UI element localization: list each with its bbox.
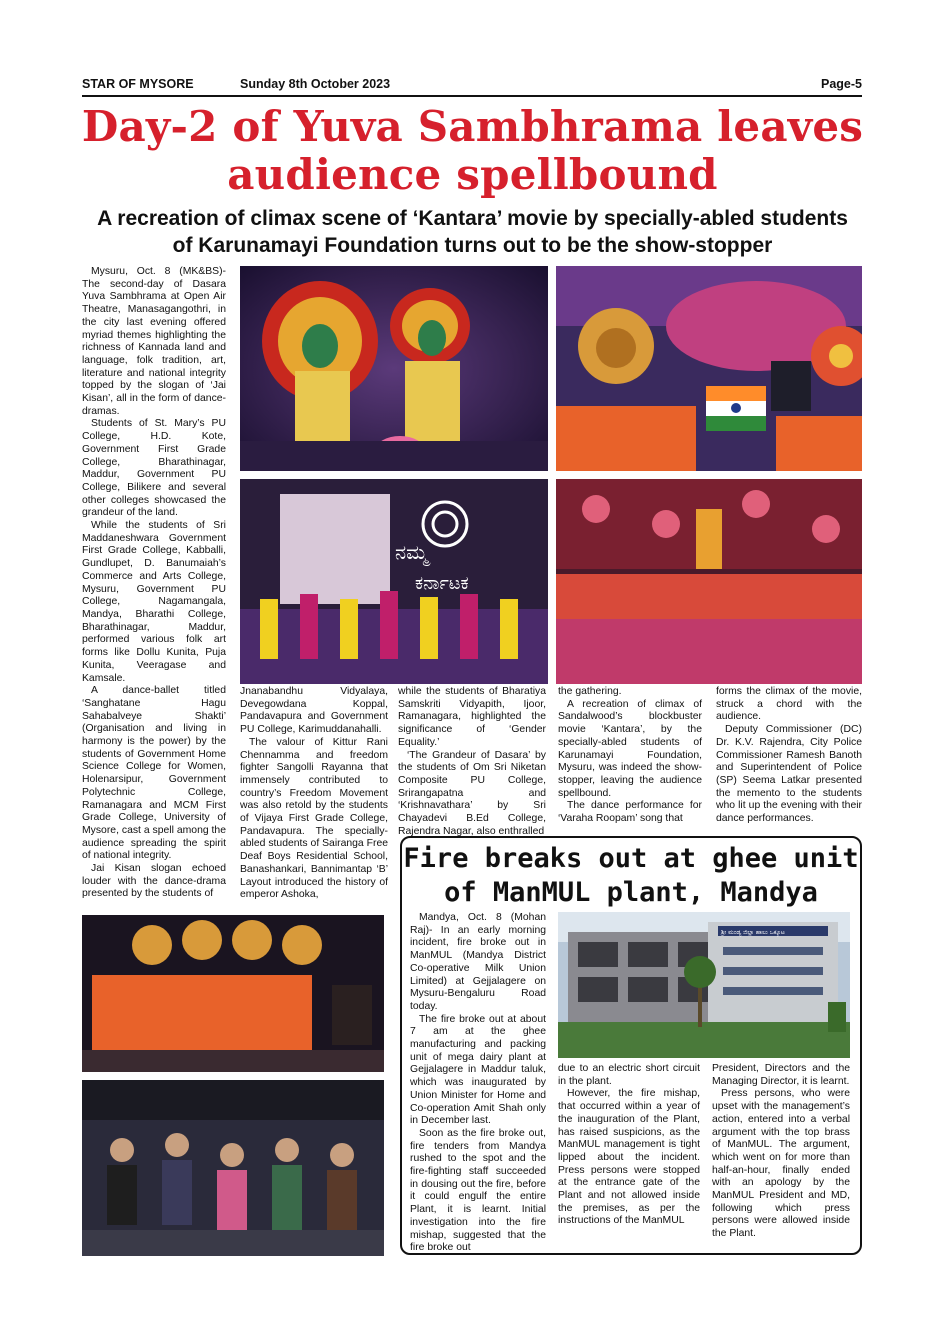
building-sign-text: ಶ್ರೀ ಮಂಡ್ಯ ಜಿಲ್ಲಾ ಹಾಲು ಒಕ್ಕೂಟ: [721, 929, 785, 936]
photo-manmul-plant-building: [558, 912, 850, 1058]
photo-patriotic-dance: [556, 266, 862, 471]
photo-audience-crowd: [82, 1080, 384, 1256]
paragraph: ‘The Grandeur of Dasara’ by the students of Om Sri Niketan Composite PU College, Srirangapatna and ‘Krishnavathara’ by Sri Chayadevi B.Ed College, Rajendra Nagar, also enthralled: [398, 749, 546, 837]
photo-group-dance-red: [556, 479, 862, 684]
header-divider: [82, 95, 862, 97]
paragraph: The valour of Kittur Rani Chennamma and freedom fighter Sangolli Rayanna that immensely contributed to country’s Freedom Movement was also retold by the students of Vijaya First Grade College, Pandavapura. The specially-abled students of Sairanga Free Deaf Boys Residential School, Banashankari, Bannimantap ‘B’ Layout introduced the history of emperor Ashoka,: [240, 736, 388, 901]
main-headline: [70, 103, 875, 199]
paragraph: Mysuru, Oct. 8 (MK&BS)- The second-day of Dasara Yuva Sambhrama at Open Air Theatre, Manasagangothri, in the city last evening offered myriad themes highlighting the richness of Kannada land and language, folk tradition, art, literature and national integrity topped by the slogan of ‘Jai Kisan’, all in the form of dance-dramas.: [82, 266, 226, 417]
fire-story-column-2: [558, 1063, 700, 1228]
paragraph: Mandya, Oct. 8 (Mohan Raj)- In an early morning incident, fire broke out in ManMUL (Mandya District Co-operative Milk Union Limited) at Gejjalagere on Mysuru-Bengaluru Road today.: [410, 912, 546, 1012]
paragraph: The dance performance for ‘Varaha Roopam’ song that: [558, 800, 702, 825]
page-header: [82, 77, 862, 95]
paragraph: The fire broke out at about 7 am at the ghee manufacturing and packing unit of mega dairy plant at Gejjalagere in Maddur taluk, which was inaugurated by Union Minister for Home and Co-operation Amit Shah only in December last.: [410, 1013, 546, 1127]
paragraph: due to an electric short circuit in the plant.: [558, 1063, 700, 1087]
subheadline-line-2: of Karunamayi Foundation turns out to be the show-stopper: [172, 234, 773, 257]
paragraph: However, the fire mishap, that occurred within a year of the inauguration of the Plant, has raised suspicions, as the ManMUL management is tight lipped about the incident. Press persons were stopped at the entrance gate of the Plant and not allowed inside the premises, as per the instructions of the ManMUL: [558, 1088, 700, 1227]
paragraph: Soon as the fire broke out, fire tenders from Mandya rushed to the spot and the fire-fighting staff succeeded in dousing out the fire, before it could engulf the entire Plant, it is learnt. Initial investigation into the fire mishap, suggested that the fire broke out: [410, 1127, 546, 1254]
paragraph: while the students of Bharatiya Samskriti Vidyapith, Ijoor, Ramanagara, highlighted the significance of ‘Gender Equality.’: [398, 686, 546, 748]
main-headline-line-2: audience spellbound: [227, 150, 718, 199]
newspaper-name: STAR OF MYSORE: [82, 77, 194, 91]
paragraph: Jnanabandhu Vidyalaya, Devegowdana Koppal, Pandavapura and Government PU College, Karimuddanahalli.: [240, 686, 388, 736]
fire-headline-line-1: Fire breaks out at ghee unit: [403, 843, 859, 874]
issue-date: Sunday 8th October 2023: [240, 77, 391, 91]
photo-yakshagana-performance: [240, 266, 548, 471]
main-subheadline: [70, 205, 875, 259]
photo-lion-dance: [82, 915, 384, 1072]
paragraph: A recreation of climax of Sandalwood’s blockbuster movie ‘Kantara’, by the specially-abled students of Karunamayi Foundation, Mysuru, was indeed the show-stopper, leaving the audience spellbound.: [558, 698, 702, 799]
paragraph: Students of St. Mary’s PU College, H.D. Kote, Government First Grade College, Bharathinagar, Maddur, Government PU College, Bilikere and several other colleges showcased the grandeur of the land.: [82, 418, 226, 519]
main-story-column-3: [398, 686, 546, 838]
photo-namma-karnataka-dance: [240, 479, 548, 684]
main-story-column-1: [82, 266, 226, 901]
fire-headline: [402, 842, 860, 910]
fire-story-column-3: [712, 1063, 850, 1241]
main-headline-line-1: Day-2 of Yuva Sambhrama leaves: [81, 102, 864, 151]
fire-headline-line-2: of ManMUL plant, Mandya: [444, 877, 818, 908]
paragraph: Press persons, who were upset with the management’s action, entered into a verbal argument with the top brass of ManMUL. The argument, which went on for more than half-an-hour, finally ended with an apology by the ManMUL President and MD, following which press persons were allowed inside the Plant.: [712, 1088, 850, 1240]
banner-text-line-1: ನಮ್ಮ: [395, 540, 428, 564]
paragraph: A dance-ballet titled ‘Sanghatane Hagu Sahabalveye Shakti’ (Organisation and living in harmony is the power) by the students of Government Home Science College for Women, Holenarsipur, Government Polytechnic College, Ramanagara and MCM First Grade College, University of Mysore, cast a spell among the audience spreading the spirit of national integrity.: [82, 685, 226, 862]
paragraph: Deputy Commissioner (DC) Dr. K.V. Rajendra, City Police Commissioner Ramesh Banoth and Superintendent of Police (SP) Seema Latkar presented the memento to the students who lit up the evening with their dance performances.: [716, 724, 862, 825]
main-story-column-4: [558, 686, 702, 826]
paragraph: the gathering.: [558, 686, 622, 697]
paragraph: Jai Kisan slogan echoed louder with the dance-drama presented by the students of: [82, 863, 226, 900]
paragraph: President, Directors and the Managing Director, it is learnt.: [712, 1063, 850, 1087]
subheadline-line-1: A recreation of climax scene of ‘Kantara’ movie by specially-abled students: [97, 207, 848, 230]
paragraph: While the students of Sri Maddaneshwara Government First Grade College, Kabballi, Gundlupet, D. Banumaiah’s Commerce and Arts College, Mysuru, Government PU College, Nagamangala, Mandya, Bharathi College, Bharathinagar, Maddur, performed various folk art forms like Dollu Kunita, Puja Kunita, Veeragase and Kamsale.: [82, 520, 226, 684]
main-story-column-5: [716, 686, 862, 826]
paragraph: forms the climax of the movie, struck a chord with the audience.: [716, 686, 862, 723]
banner-text-line-2: ಕರ್ನಾಟಕ: [415, 573, 469, 594]
fire-story-column-1: [410, 912, 546, 1255]
page-number: Page-5: [821, 77, 862, 91]
main-story-column-2: [240, 686, 388, 902]
